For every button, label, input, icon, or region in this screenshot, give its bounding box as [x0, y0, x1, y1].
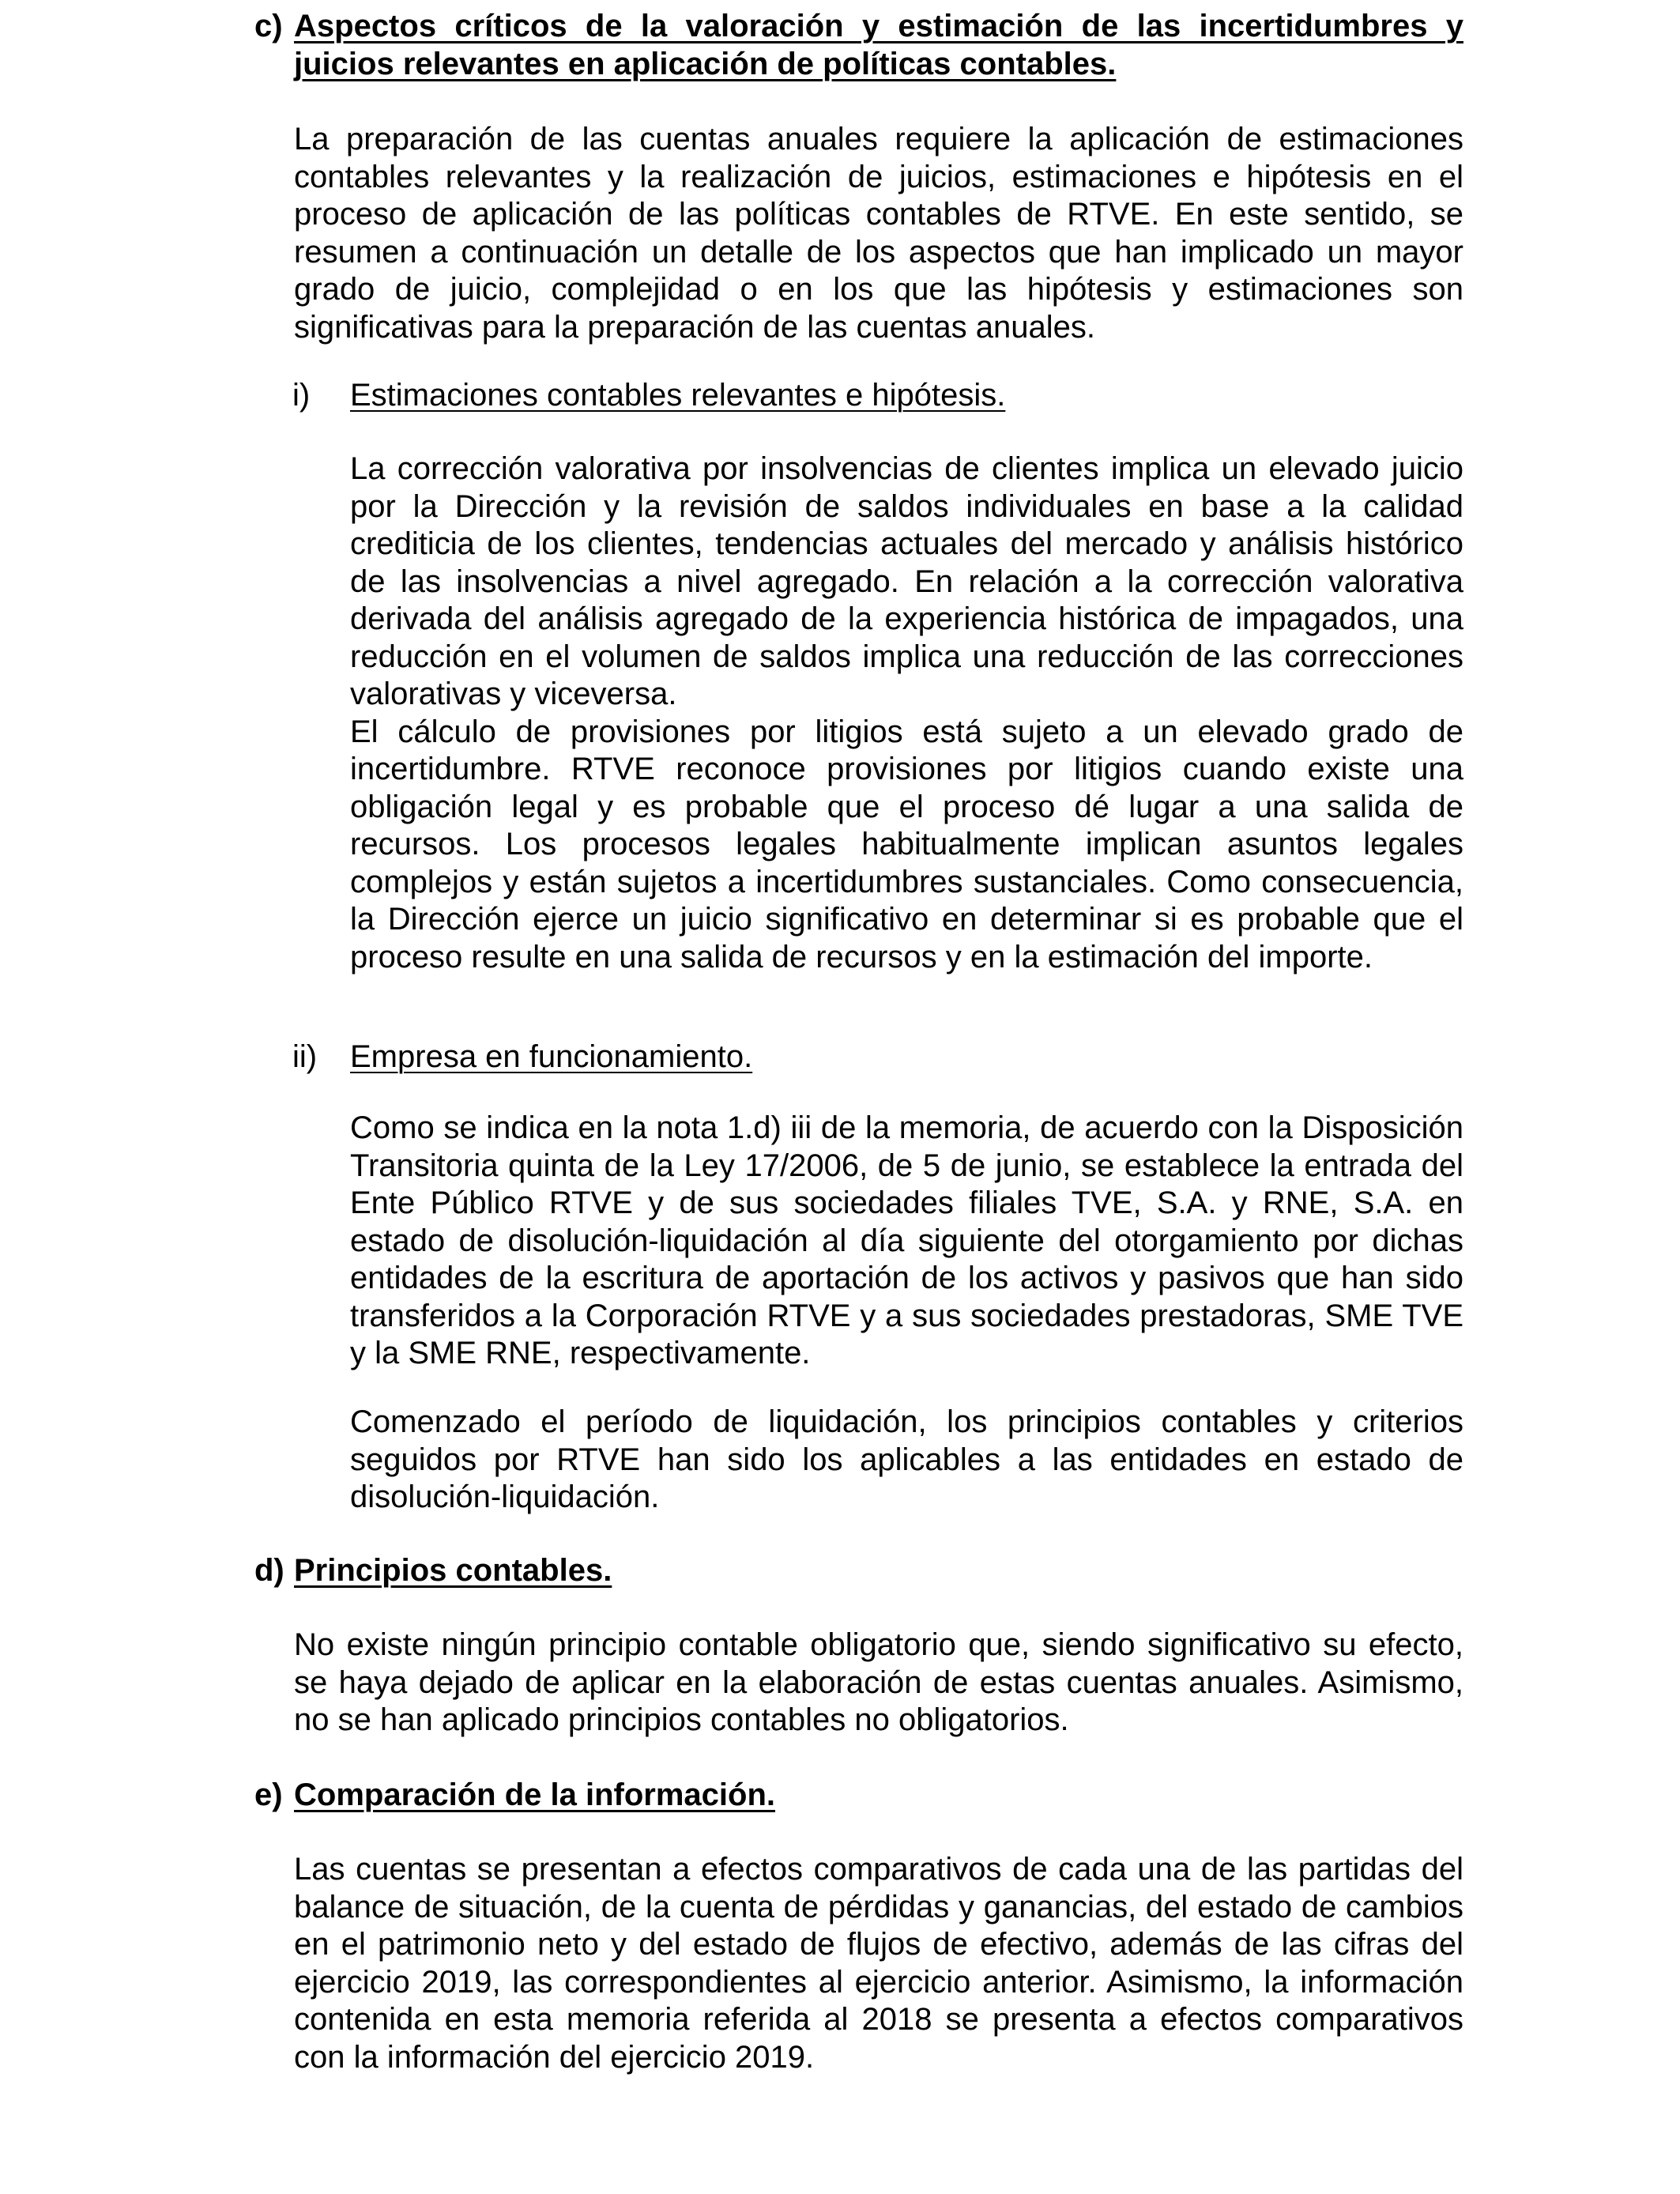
section-e-letter: e): [254, 1777, 283, 1812]
section-c-letter: c): [254, 9, 283, 43]
section-c-intro-text: La preparación de las cuentas anuales requiere la aplicación de estimaciones contables relevantes y la realización de juicios, estimaciones e hipótesis en el proceso de aplicación de las políticas contables de RTVE. En este sentido, se resumen a continuación un detalle de los aspectos que han implicado un mayor grado de juicio, complejidad o en los que las hipótesis y estimaciones son significativas para la preparación de las cuentas anuales.: [294, 122, 1463, 345]
section-e-body: [294, 1851, 1463, 2076]
section-d-title: Principios contables.: [294, 1553, 612, 1588]
section-d-letter: d): [254, 1553, 284, 1588]
section-e-heading: [254, 1777, 887, 1815]
section-d-heading: [254, 1552, 729, 1590]
sub-ii-heading: [0, 1039, 1680, 1076]
section-e-text: Las cuentas se presentan a efectos comparativos de cada una de las partidas del balance de situación, de la cuenta de pérdidas y ganancias, del estado de cambios en el patrimonio neto y del estado de flujos de efectivo, además de las cifras del ejercicio 2019, las correspondientes al ejercicio anterior. Asimismo, la información contenida en esta memoria referida al 2018 se presenta a efectos comparativos con la información del ejercicio 2019.: [294, 1852, 1463, 2075]
sub-i-paragraph-1: La corrección valorativa por insolvencias de clientes implica un elevado juicio por la Dirección y la revisión de saldos individuales en base a la calidad crediticia de los clientes, tendencias actuales del mercado y análisis histórico de las insolvencias a nivel agregado. En relación a la corrección valorativa derivada del análisis agregado de la experiencia histórica de impagados, una reducción en el volumen de saldos implica una reducción de las correcciones valorativas y viceversa.: [350, 451, 1463, 711]
section-c-intro: [294, 121, 1463, 346]
sub-i-number: i): [292, 378, 311, 413]
sub-ii-paragraph-1: Como se indica en la nota 1.d) iii de la memoria, de acuerdo con la Disposición Transitoria quinta de la Ley 17/2006, de 5 de junio, se establece la entrada del Ente Público RTVE y de sus sociedades filiales TVE, S.A. y RNE, S.A. en estado de disolución-liquidación al día siguiente del otorgamiento por dichas entidades de la escritura de aportación de los activos y pasivos que han sido transferidos a la Corporación RTVE y a sus sociedades prestadoras, SME TVE y la SME RNE, respectivamente.: [350, 1110, 1463, 1370]
section-e-title: Comparación de la información.: [294, 1777, 776, 1812]
sub-ii-number: ii): [292, 1039, 318, 1074]
sub-i-title: Estimaciones contables relevantes e hipótesis.: [350, 378, 1006, 413]
sub-i-paragraph-2: El cálculo de provisiones por litigios está sujeto a un elevado grado de incertidumbre. RTVE reconoce provisiones por litigios cuando existe una obligación legal y es probable que el proceso dé lugar a una salida de recursos. Los procesos legales habitualmente implican asuntos legales complejos y están sujetos a incertidumbres sustanciales. Como consecuencia, la Dirección ejerce un juicio significativo en determinar si es probable que el proceso resulte en una salida de recursos y en la estimación del importe.: [350, 714, 1463, 974]
sub-ii-body-2: [350, 1404, 1463, 1517]
sub-ii-title: Empresa en funcionamiento.: [350, 1039, 753, 1074]
sub-i-heading: [0, 377, 1680, 415]
section-d-text: No existe ningún principio contable obligatorio que, siendo significativo su efecto, se haya dejado de aplicar en la elaboración de estas cuentas anuales. Asimismo, no se han aplicado principios contables no obligatorios.: [294, 1627, 1463, 1737]
section-c-heading: [254, 8, 1463, 87]
sub-ii-paragraph-2: Comenzado el período de liquidación, los principios contables y criterios seguidos por RTVE han sido los aplicables a las entidades en estado de disolución-liquidación.: [350, 1404, 1463, 1514]
sub-i-body: [350, 450, 1463, 976]
section-d-body: [294, 1627, 1463, 1740]
section-c-title: Aspectos críticos de la valoración y estimación de las incertidumbres y juicios relevantes en aplicación de políticas contables.: [294, 9, 1463, 81]
sub-ii-body-1: [350, 1110, 1463, 1373]
